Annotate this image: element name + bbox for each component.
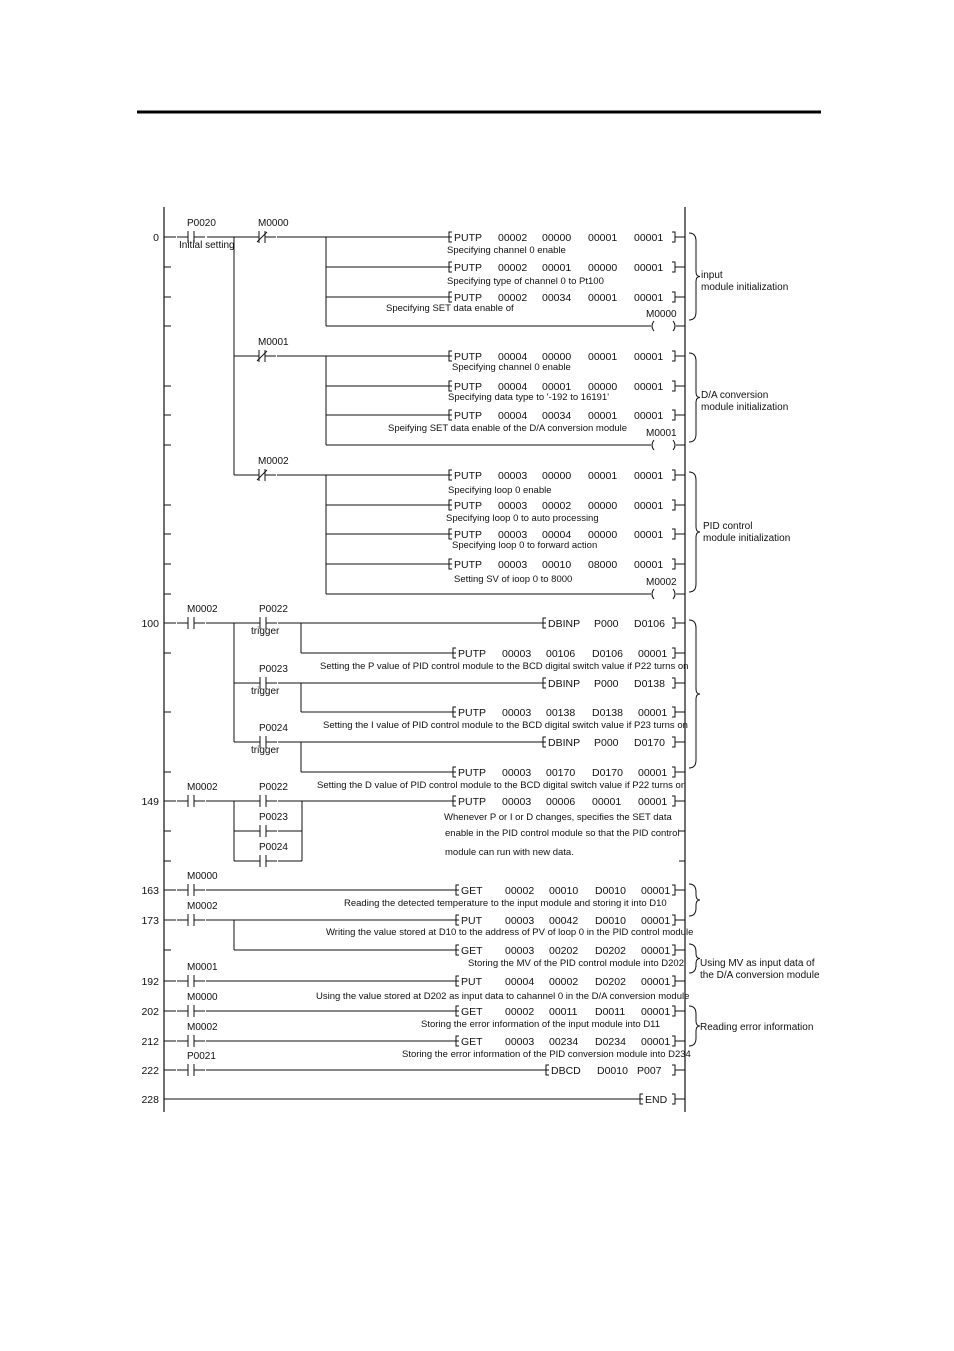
instruction-comment: Specifying type of channel 0 to Pt100 [447,276,604,287]
instr-operand: 00004 [498,410,528,422]
coil [646,577,685,599]
instruction-comment: enable in the PID control module so that the PID control [445,828,680,839]
instr-operand: 00002 [505,885,535,897]
side-note [701,390,788,413]
instr-operand: 00000 [542,470,572,482]
side-note [700,1022,813,1033]
bracket-close [672,470,675,480]
bracket-close [672,529,675,539]
instruction [450,707,685,719]
bracket-close [672,1094,675,1104]
instruction-comment: Setting SV of ioop 0 to 8000 [454,574,573,585]
bracket-close [672,885,675,895]
side-note-line: Using MV as input data of [700,958,815,969]
contact [249,664,288,697]
instr-operand: 00001 [634,351,664,363]
side-brace [689,233,700,320]
contact [249,812,288,837]
side-note [701,270,788,293]
instruction-comment: Specifying data type to '-192 to 16191' [448,392,610,403]
side-notes-layer [700,270,820,1033]
contact-sublabel: trigger [251,686,280,697]
instr-operand: D0138 [592,707,623,719]
instruction-comment: Specifying loop 0 enable [448,485,552,496]
instr-operand: 00003 [498,500,528,512]
contact-label: P0022 [259,782,288,793]
contact-label: M0000 [258,218,289,229]
instr-operand: 00003 [505,1036,535,1048]
instruction [446,410,685,422]
instr-operand: 00106 [546,648,576,660]
instr-operand: 00002 [542,500,572,512]
bracket-close [672,796,675,806]
instr-operand: 00001 [634,559,664,571]
side-brace [689,884,700,916]
instruction-comment: Whenever P or I or D changes, specifies the SET data [444,812,672,823]
contact-sublabel: Initial setting [179,240,235,251]
instr-operand: 00010 [542,559,572,571]
instruction-comment: Reading the detected temperature to the input module and storing it into D10 [344,898,667,909]
step-number: 163 [141,885,159,897]
instr-operand: 00004 [505,976,535,988]
instr-operand: P007 [637,1065,662,1077]
contact [249,842,288,867]
bracket-close [672,500,675,510]
contact [248,337,289,362]
contact [248,456,289,481]
instr-operand: 00001 [638,707,668,719]
instr-operand: P000 [594,618,619,630]
instr-opcode: PUTP [454,262,483,274]
bracket-close [672,767,675,777]
instr-operand: 00001 [634,292,664,304]
side-note-line: module initialization [703,533,791,544]
instr-operand: 00003 [498,559,528,571]
instr-operand: 00001 [641,976,671,988]
contact-label: P0023 [259,664,288,675]
instr-operand: 00001 [634,500,664,512]
coil-arc [673,440,675,450]
contact [177,218,235,251]
coil-label: M0001 [646,428,677,439]
bracket-close [672,915,675,925]
contact [177,1051,216,1076]
instr-operand: 00202 [549,945,579,957]
instr-operand: 00001 [588,351,618,363]
step-number: 228 [141,1094,159,1106]
instr-opcode: PUTP [454,232,483,244]
instruction [450,767,685,779]
instr-operand: 00001 [588,410,618,422]
contact-label: P0024 [259,723,288,734]
instr-operand: 00003 [498,470,528,482]
instr-operand: 00003 [502,707,532,719]
bracket-close [672,262,675,272]
instr-operand: 00001 [634,381,664,393]
instr-opcode: PUTP [458,796,487,808]
instr-operand: 00001 [641,885,671,897]
instr-operand: 00002 [505,1006,535,1018]
instr-operand: 00000 [542,232,572,244]
instr-operand: 00003 [502,796,532,808]
instr-operand: 00004 [498,381,528,393]
side-brace [689,353,700,442]
instr-operand: 00001 [638,796,668,808]
instr-opcode: GET [461,885,483,897]
instr-operand: 00001 [542,381,572,393]
contact [248,218,289,243]
instruction-comment: Storing the error information of the input module into D11 [421,1019,661,1030]
instr-operand: D0106 [592,648,623,660]
instr-operand: 00001 [634,262,664,274]
instr-operand: 00001 [588,232,618,244]
instr-operand: 00003 [498,529,528,541]
instruction-comment: Setting the P value of PID control module to the BCD digital switch value if P22 turns on [320,661,689,672]
side-brace [689,620,700,768]
instruction [453,885,685,897]
side-note-line: PID control [703,521,753,532]
instr-operand: D0202 [595,945,626,957]
coil-arc [652,440,654,450]
instr-operand: 00004 [498,351,528,363]
step-number: 222 [141,1065,159,1077]
instr-opcode: DBINP [548,678,581,690]
contact-label: M0000 [187,992,218,1003]
contact [177,1022,218,1047]
instr-operand: 00003 [505,915,535,927]
bracket-close [672,737,675,747]
instr-operand: 00000 [542,351,572,363]
step-number: 149 [141,796,159,808]
instruction-comment: Specifying loop 0 to auto processing [446,513,599,524]
contact-label: P0023 [259,812,288,823]
step-number: 212 [141,1036,159,1048]
instruction [446,500,685,512]
instr-opcode: PUTP [454,381,483,393]
instruction [446,232,685,244]
instr-opcode: PUTP [454,470,483,482]
instr-operand: D0010 [595,915,626,927]
bracket-close [672,1006,675,1016]
instr-operand: 00001 [641,915,671,927]
contact [249,604,288,637]
instruction [637,1094,685,1106]
instr-operand: 00002 [498,292,528,304]
instruction [540,737,685,749]
instruction-comment: Storing the error information of the PID conversion module into D234 [402,1049,691,1060]
instr-operand: 00002 [498,232,528,244]
contact-sublabel: trigger [251,745,280,756]
instruction-comment: Writing the value stored at D10 to the address of PV of loop 0 in the PID control module [326,927,694,938]
instruction [453,976,685,988]
instr-opcode: GET [461,1006,483,1018]
instr-opcode: PUT [461,915,482,927]
instr-opcode: GET [461,1036,483,1048]
contact [177,992,218,1017]
side-brace [689,944,700,973]
instruction-comment: Specifying loop 0 to forward action [452,540,598,551]
coil [646,309,685,331]
instr-opcode: PUTP [458,648,487,660]
instruction-comment: Specifying channel 0 enable [452,362,571,373]
instr-operand: D0138 [634,678,665,690]
instruction-comment: Setting the D value of PID control module to the BCD digital switch value if P22 turns on [317,780,687,791]
coil-arc [652,321,654,331]
instruction-comment: Storing the MV of the PID control module into D202 [468,958,684,969]
instruction [446,559,685,571]
bracket-close [672,232,675,242]
instruction [453,1036,685,1048]
coil-arc [673,321,675,331]
instruction-comment: Specifying SET data enable of [386,303,514,314]
side-note-line: input [701,270,723,281]
instr-operand: 00234 [549,1036,579,1048]
contact [249,782,288,807]
instr-operand: 00034 [542,410,572,422]
instr-operand: 00001 [542,262,572,274]
bracket-close [672,707,675,717]
instr-operand: 00003 [502,767,532,779]
contact [177,901,218,926]
instr-opcode: DBINP [548,737,581,749]
contact-label: M0000 [187,871,218,882]
instr-operand: 00006 [546,796,576,808]
instr-operand: 00000 [588,529,618,541]
instr-operand: P000 [594,678,619,690]
contact [177,782,218,807]
instruction [453,1006,685,1018]
instr-operand: 08000 [588,559,618,571]
contact-label: P0021 [187,1051,216,1062]
instr-operand: 00001 [641,1036,671,1048]
instr-operand: 00042 [549,915,579,927]
instruction-comment: Specifying channel 0 enable [447,245,566,256]
instr-opcode: PUTP [454,500,483,512]
bracket-close [672,410,675,420]
instr-operand: 00001 [638,767,668,779]
instr-operand: 00010 [549,885,579,897]
step-number: 173 [141,915,159,927]
instruction [450,796,685,808]
bracket-close [672,351,675,361]
step-number: 0 [153,232,159,244]
instr-opcode: PUTP [458,767,487,779]
instruction [446,470,685,482]
instr-operand: D0010 [595,885,626,897]
contact-sublabel: trigger [251,626,280,637]
instr-operand: 00001 [588,470,618,482]
contact-label: P0024 [259,842,288,853]
instr-opcode: DBINP [548,618,581,630]
contact-label: M0002 [187,782,218,793]
contact-label: M0001 [258,337,289,348]
bracket-close [672,1036,675,1046]
coil-arc [652,589,654,599]
instr-opcode: DBCD [551,1065,581,1077]
instr-operand: 00000 [588,381,618,393]
instr-operand: 00000 [588,262,618,274]
side-brace [689,472,700,592]
instr-operand: 00001 [641,945,671,957]
instr-operand: D0010 [597,1065,628,1077]
contact [177,604,218,629]
instr-operand: 00001 [592,796,622,808]
instr-operand: 00003 [505,945,535,957]
instruction [450,648,685,660]
instruction [540,678,685,690]
instr-operand: D0170 [634,737,665,749]
contact-label: P0020 [187,218,216,229]
instr-operand: 00003 [502,648,532,660]
instruction-comment: Setting the I value of PID control module to the BCD digital switch value if P23 turns on [323,720,688,731]
coil-arc [673,589,675,599]
instr-operand: D0170 [592,767,623,779]
contact-label: P0022 [259,604,288,615]
step-numbers [141,232,159,1106]
instr-operand: 00004 [542,529,572,541]
instr-opcode: PUTP [454,559,483,571]
instruction [453,915,685,927]
instr-opcode: GET [461,945,483,957]
contact-label: M0001 [187,962,218,973]
bracket-close [672,559,675,569]
instr-operand: D0011 [595,1006,626,1018]
coil-label: M0000 [646,309,677,320]
bracket-close [672,945,675,955]
contact [177,871,218,896]
bracket-close [672,648,675,658]
instruction-comment: Using the value stored at D202 as input data to cahannel 0 in the D/A conversion module [316,991,690,1002]
side-note-line: Reading error information [700,1022,814,1033]
instr-operand: 00001 [641,1006,671,1018]
bracket-close [672,1065,675,1075]
instr-opcode: PUT [461,976,482,988]
side-note [700,958,820,981]
instr-operand: 00034 [542,292,572,304]
instruction-comment: Speifying SET data enable of the D/A conversion module [388,423,628,434]
contact-label: M0002 [187,1022,218,1033]
contact-label: M0002 [187,901,218,912]
side-note-line: module initialization [701,282,789,293]
step-number: 192 [141,976,159,988]
coil [646,428,685,450]
side-note-line: module initialization [701,402,789,413]
instr-opcode: PUTP [454,351,483,363]
instr-operand: 00001 [588,292,618,304]
instr-operand: 00001 [638,648,668,660]
instruction-comment: module can run with new data. [445,847,574,858]
bracket-close [672,678,675,688]
instr-operand: 00001 [634,410,664,422]
instr-opcode: PUTP [458,707,487,719]
instr-operand: 00170 [546,767,576,779]
instr-operand: 00000 [588,500,618,512]
instruction [540,618,685,630]
brackets-layer [689,233,700,1046]
contact [249,723,288,756]
instr-operand: 00002 [498,262,528,274]
side-note-line: the D/A conversion module [700,970,820,981]
step-number: 100 [141,618,159,630]
contact-label: M0002 [187,604,218,615]
instr-opcode: PUTP [454,292,483,304]
instruction [446,262,685,274]
contact-label: M0002 [258,456,289,467]
contacts-layer [177,218,289,1076]
instr-operand: P000 [594,737,619,749]
instruction [543,1065,685,1077]
instr-operand: 00138 [546,707,576,719]
bracket-close [672,292,675,302]
instr-operand: D0106 [634,618,665,630]
coil-label: M0002 [646,577,677,588]
instr-operand: D0202 [595,976,626,988]
instr-operand: 00001 [634,232,664,244]
instr-opcode: END [645,1094,668,1106]
instr-operand: D0234 [595,1036,626,1048]
instruction [453,945,685,957]
instr-opcode: PUTP [454,410,483,422]
instr-opcode: PUTP [454,529,483,541]
instr-operand: 00002 [549,976,579,988]
side-note [703,521,790,544]
bracket-close [672,381,675,391]
instr-operand: 00001 [634,529,664,541]
side-brace [689,1006,700,1046]
step-number: 202 [141,1006,159,1018]
bracket-close [672,976,675,986]
contact [177,962,218,987]
instr-operand: 00011 [549,1006,578,1018]
instr-operand: 00001 [634,470,664,482]
bracket-close [672,618,675,628]
side-note-line: D/A conversion [701,390,769,401]
